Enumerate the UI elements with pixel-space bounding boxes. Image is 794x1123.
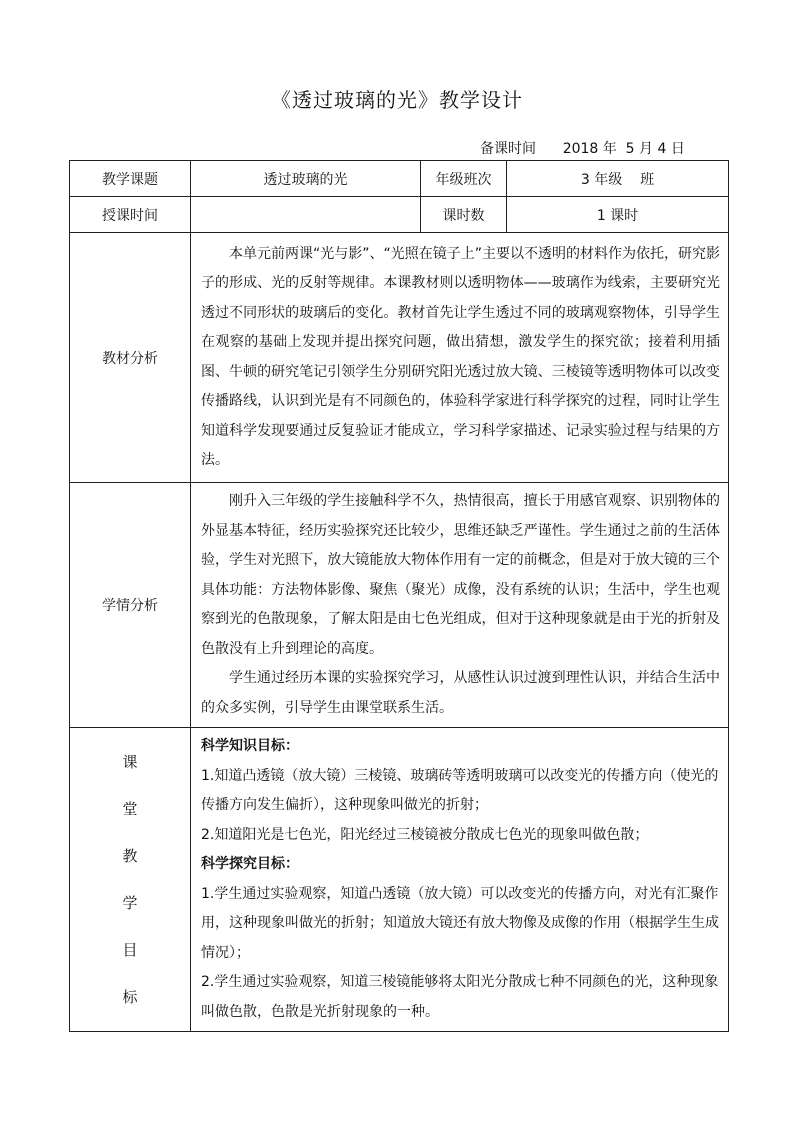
student-analysis-label: 学情分析: [70, 483, 191, 728]
topic-value: 透过玻璃的光: [191, 161, 421, 197]
goals-label-char: 学: [122, 893, 138, 912]
time-row: [70, 197, 729, 233]
prep-date-label: 备课时间: [480, 141, 536, 157]
prep-date-value: 2018 年 5 月 4 日: [562, 141, 685, 157]
document-title: 《透过玻璃的光》教学设计: [271, 88, 523, 112]
goals-label-char: 教: [122, 846, 138, 865]
teaching-time-value: [191, 197, 421, 233]
knowledge-goals-heading: 科学知识目标：: [201, 738, 299, 754]
material-analysis-label: 教材分析: [70, 233, 191, 483]
student-analysis-para-1: 刚升入三年级的学生接触科学不久，热情很高，擅长于用感官观察、识别物体的外显基本特征，经历实验探究还比较少，思维还缺乏严谨性。学生通过之前的生活体验，学生对光照下，放大镜能放大物体作用有一定的前概念，但是对于放大镜的三个具体功能：方法物体影像、聚焦（聚光）成像，没有系统的认识；生活中，学生也观察到光的色散现象，了解太阳是由七色光组成，但对于这种现象就是由于光的折射及色散没有上升到理论的高度。: [201, 493, 720, 657]
grade-value: 3 年级 班: [507, 161, 729, 197]
material-analysis-text: 本单元前两课“光与影”、“光照在镜子上”主要以不透明的材料作为依托，研究影子的形成、光的反射等规律。本课教材则以透明物体——玻璃作为线索，主要研究光透过不同形状的玻璃后的变化。教材首先让学生透过不同的玻璃观察物体，引导学生在观察的基础上发现并提出探究问题，做出猜想，激发学生的探究欲；接着利用插图、牛顿的研究笔记引领学生分别研究阳光透过放大镜、三棱镜等透明物体可以改变传播路线，认识到光是有不同颜色的，体验科学家进行科学探究的过程，同时让学生知道科学发现要通过反复验证才能成立，学习科学家描述、记录实验过程与结果的方法。: [201, 245, 721, 468]
topic-row: [70, 161, 729, 197]
goals-label-char: 目: [122, 940, 138, 959]
class-hours-label: 课时数: [421, 197, 507, 233]
class-hours-value: 1 课时: [507, 197, 729, 233]
goals-cell: [191, 728, 729, 1032]
student-analysis-row: [70, 483, 729, 728]
lesson-plan-table: [69, 160, 729, 1032]
goals-label-char: 堂: [122, 799, 138, 818]
classroom-goals-label: [70, 728, 191, 1032]
material-analysis-cell: [191, 233, 729, 483]
knowledge-goal-1: 1.知道凸透镜（放大镜）三棱镜、玻璃砖等透明玻璃可以改变光的传播方向（使光的传播方向发生偏折），这种现象叫做光的折射；: [201, 767, 719, 813]
goals-label-char: 标: [122, 987, 138, 1006]
knowledge-goal-2: 2.知道阳光是七色光，阳光经过三棱镜被分散成七色光的现象叫做色散；: [201, 826, 649, 843]
inquiry-goals-heading: 科学探究目标：: [201, 856, 299, 872]
student-analysis-cell: [191, 483, 729, 728]
inquiry-goal-2: 2.学生通过实验观察，知道三棱镜能够将太阳光分散成七种不同颜色的光，这种现象叫做色散，色散是光折射现象的一种。: [201, 974, 719, 1020]
goals-label-char: 课: [122, 752, 138, 771]
grade-label: 年级班次: [421, 161, 507, 197]
goals-row: [70, 728, 729, 1032]
student-analysis-para-2: 学生通过经历本课的实验探究学习，从感性认识过渡到理性认识，并结合生活中的众多实例，引导学生由课堂联系生活。: [201, 670, 720, 716]
teaching-time-label: 授课时间: [70, 197, 191, 233]
material-analysis-row: [70, 233, 729, 483]
topic-label: 教学课题: [70, 161, 191, 197]
prep-date-line: [480, 138, 685, 158]
inquiry-goal-1: 1.学生通过实验观察，知道凸透镜（放大镜）可以改变光的传播方向，对光有汇聚作用，这种现象叫做光的折射；知道放大镜还有放大物像及成像的作用（根据学生生成情况）；: [201, 885, 719, 961]
